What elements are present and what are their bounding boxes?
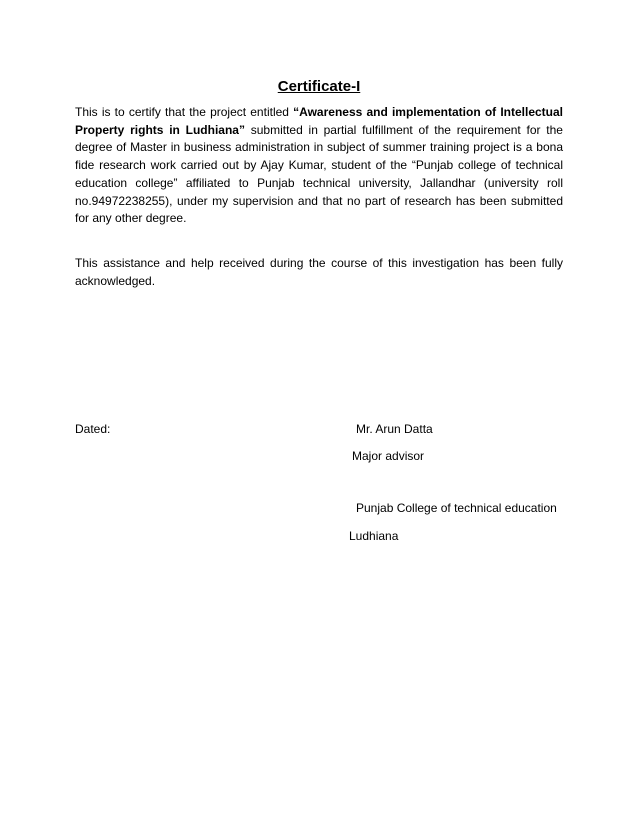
certificate-title: Certificate-I: [277, 78, 361, 95]
signatory-name: Mr. Arun Datta: [356, 422, 433, 436]
project-title: “Awareness and implementation of Intellectual Property rights in Ludhiana”: [75, 105, 563, 137]
certification-intro: This is to certify that the project entitled: [75, 105, 294, 119]
certification-paragraph: [75, 104, 563, 228]
signatory-college: Punjab College of technical education: [356, 501, 557, 515]
certification-body: submitted in partial fulfillment of the requirement for the degree of Master in business administration in subject of summer training project is a bona fide research work carried out by Ajay Kumar, student of the “Punjab college of technical education college” affiliated to Punjab technical university, Jallandhar (university roll no.94972238255), under my supervision and that no part of research has been submitted for any other degree.: [75, 122, 563, 226]
dated-label: Dated:: [75, 422, 111, 436]
signatory-role: Major advisor: [352, 449, 425, 463]
acknowledgement-paragraph: This assistance and help received during the course of this investigation has been fully acknowledged.: [75, 256, 563, 288]
signatory-city: Ludhiana: [349, 529, 399, 543]
